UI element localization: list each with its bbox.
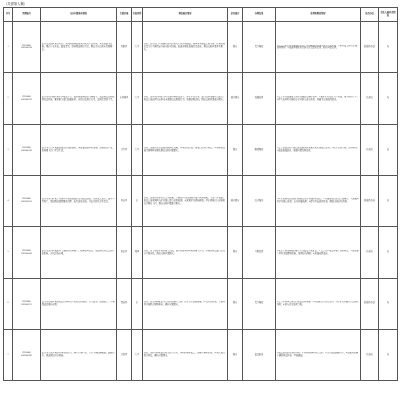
actions-text: 1.对该工地违规夜间施工行为依法立案处罚；2.责令其严格遵守施工时间规定；3.督促施工单位采取降噪措施，设置隔音屏障；4.加强夜间巡查。 bbox=[276, 249, 359, 255]
investigation-text: 经查，该区域有两家企业从事塑料制品加工，环评手续齐全，废气处理设施正常运行。执法人员夜间突击检查未发现违法排放行为，监测结果达标。群众反映问题部分属实。 bbox=[143, 95, 226, 101]
header-result: 办理结果 bbox=[243, 8, 276, 22]
row-region: 洪山区 bbox=[117, 227, 132, 278]
summary-text: 武汉市洪山区某建筑工地夜间违规施工，机械噪声扰民，周边居民休息受到严重影响，多次投诉未果。 bbox=[41, 249, 115, 255]
row-investigation bbox=[143, 124, 228, 175]
row-region: 江夏区 bbox=[117, 329, 132, 380]
row-summary bbox=[41, 124, 117, 175]
row-summary bbox=[41, 22, 117, 73]
header-accountability: 责任人被问责情况 bbox=[379, 8, 398, 22]
row-actions bbox=[276, 278, 361, 329]
row-accountability: 无 bbox=[379, 329, 398, 380]
row-is-true: 属实 bbox=[228, 329, 243, 380]
header-row bbox=[4, 8, 398, 22]
row-accountability: 无 bbox=[379, 124, 398, 175]
table-row bbox=[4, 329, 398, 380]
row-accountability: 无 bbox=[379, 176, 398, 227]
header-summary: 交办问题基本情况 bbox=[41, 8, 117, 22]
row-region: 蔡甸区 bbox=[117, 278, 132, 329]
row-region: 东西湖区 bbox=[117, 73, 132, 124]
investigation-text: 经查，该工地存在夜间施工情况，部分时段未办理夜间施工许可。区城管执法部门已对其立案查处。群众反映问题属实。 bbox=[143, 249, 226, 255]
row-accountability: 无 bbox=[379, 73, 398, 124]
investigation-text: 经查，该公司厂区内确有建筑垃圾及生活垃圾堆放，现场未全部覆盖防尘网。区城管局已责令其立即清运并落实防尘措施，街道办事处加强日常巡查。群众反映问题基本属实。 bbox=[143, 43, 226, 51]
row-accountability: 无 bbox=[379, 227, 398, 278]
row-no: 5 bbox=[4, 227, 13, 278]
investigation-text: 经查，该港渠水体存在黑臭现象，主要原因为沿线部分雨污管网混接，生活污水直排。执法人员对园区内企业排口进行采样监测，未发现企业超标排放。区水务局已启动港渠综合整治工程。群众反映问题部分属实。 bbox=[143, 197, 226, 205]
row-is-true: 部分属实 bbox=[228, 73, 243, 124]
row-summary bbox=[41, 278, 117, 329]
header-type: 污染类型 bbox=[132, 8, 143, 22]
row-type: 大气 bbox=[132, 124, 143, 175]
row-code: D330000 2021060141 bbox=[13, 124, 41, 175]
row-done: 已办结 bbox=[361, 329, 379, 380]
row-actions bbox=[276, 329, 361, 380]
row-is-true: 部分属实 bbox=[228, 176, 243, 227]
row-no: 6 bbox=[4, 278, 13, 329]
row-result: 加强监管 bbox=[243, 73, 276, 124]
row-no: 2 bbox=[4, 73, 13, 124]
row-is-true: 属实 bbox=[228, 227, 243, 278]
row-investigation bbox=[143, 22, 228, 73]
corner-label: （共需第人概） bbox=[4, 2, 28, 6]
row-code: D330000 2021060185 bbox=[13, 329, 41, 380]
row-is-true: 属实 bbox=[228, 278, 243, 329]
row-code: D330000 2021060171 bbox=[13, 278, 41, 329]
row-code: D330000 2021060128 bbox=[13, 22, 41, 73]
summary-text: 武汉市蔡甸区某村附近养殖场粪污未经处理直排，臭气熏天，蚊蝇滋生，污染周边农田和水塘。 bbox=[41, 301, 115, 306]
row-is-true: 属实 bbox=[228, 22, 243, 73]
investigation-text: 经查，该养殖场配套粪污处理设施不完善，存在粪污溢流现象。区农业农村局、生态环境分局联合现场检查，确认问题属实。 bbox=[143, 301, 226, 306]
header-actions: 处理和整改情况 bbox=[276, 8, 361, 22]
row-type: 水 bbox=[132, 176, 143, 227]
row-accountability: 无 bbox=[379, 22, 398, 73]
row-done: 阶段性办结 bbox=[361, 22, 379, 73]
row-type: 大气 bbox=[132, 329, 143, 380]
row-summary bbox=[41, 176, 117, 227]
row-region: 青山区 bbox=[117, 176, 132, 227]
row-actions bbox=[276, 22, 361, 73]
actions-text: 1.责令该餐饮店立即清洗油烟净化设施并规范排放口设置；2.建立清洗台账，定期检查；3.街道加强巡查，发现问题及时处置。 bbox=[276, 147, 360, 152]
investigation-text: 经查，该砂石场未取得相关经营许可，场内物料未覆盖，运输车辆未密闭。区相关部门联合执法，确认问题属实。 bbox=[143, 352, 226, 358]
table-row bbox=[4, 278, 398, 329]
petition-table bbox=[3, 7, 398, 381]
row-no: 1 bbox=[4, 22, 13, 73]
row-investigation bbox=[143, 176, 228, 227]
row-no: 3 bbox=[4, 124, 13, 175]
table-row bbox=[4, 227, 398, 278]
row-type: 大气 bbox=[132, 22, 143, 73]
investigation-text: 经查，该餐饮店已安装油烟净化设施，但未定期清洗，排放口设置不规范。区城管执法部门现场检查确认群众反映问题属实。 bbox=[143, 147, 226, 152]
row-no: 4 bbox=[4, 176, 13, 227]
actions-text: 1.依法取缔该无证砂石场；2.对场内物料进行清运；3.清扫周边道路积尘；4.加强对运输车辆的执法检查，严防撒漏。 bbox=[276, 352, 359, 358]
summary-text: 武汉市江夏区某砂石场无证经营，扬尘污染严重，大型车辆运输撒漏，道路积尘，周边居民出行困难。 bbox=[41, 352, 115, 358]
row-region: 江岸区 bbox=[117, 124, 132, 175]
actions-text: 1.责令企业加强废气处理设施运行维护管理；2.要求企业优化生产时段，减少夜间生产；3.区生态环境分局将该企业纳入重点监管，开展不定期夜间巡查。 bbox=[276, 95, 360, 101]
row-investigation bbox=[143, 227, 228, 278]
summary-text: 武汉市东西湖区某小区附近有工厂夜间排放刺激性气味废气，周边居民反映夜间无法开窗，要求相关部门加强监管，查处违法排污行为，还居民清新空气。 bbox=[41, 95, 115, 101]
row-is-true: 属实 bbox=[228, 124, 243, 175]
row-result: 责令整改 bbox=[243, 278, 276, 329]
row-summary bbox=[41, 227, 117, 278]
row-no: 7 bbox=[4, 329, 13, 380]
header-code: 受理编号 bbox=[13, 8, 41, 22]
row-code: D330000 2021060160 bbox=[13, 227, 41, 278]
header-investigation: 调查核实情况 bbox=[143, 8, 228, 22]
table-row bbox=[4, 176, 398, 227]
row-done: 已办结 bbox=[361, 124, 379, 175]
header-region: 行政区域 bbox=[117, 8, 132, 22]
summary-text: 武汉市汉阳区某公司在厂区内擅自堆放建筑垃圾及生活垃圾，未采取防尘措施，雨后污水外溢，散发恶臭，影响周边居民生活，群众多次反映未得到解决。 bbox=[41, 43, 113, 51]
row-code: D330000 2021060133 bbox=[13, 73, 41, 124]
row-done: 阶段性办结 bbox=[361, 278, 379, 329]
row-actions bbox=[276, 176, 361, 227]
row-result: 综合整治 bbox=[243, 176, 276, 227]
row-result: 依法取缔 bbox=[243, 329, 276, 380]
summary-text: 武汉市青山区某工业园区企业排放废水进入附近港渠，水体发黑发臭，部分鱼类死亡，周边群众强烈要求治理，恢复港渠水质，并追究相关企业责任。 bbox=[41, 198, 115, 204]
actions-text: 1.区水务局对沿线雨污混接点进行全面排查改造；2.实施港渠清淤及生态修复；3.加强园区企业排口监管，每月开展监测；4.建立河长巡河机制，确保水质持续改善。 bbox=[276, 198, 359, 204]
header-done: 是否办结 bbox=[361, 8, 379, 22]
summary-text: 武汉市江岸区某路段餐饮店油烟直排，未安装油烟净化设施，油烟扰民严重，影响楼上住户正常生活。 bbox=[41, 147, 115, 152]
row-done: 已办结 bbox=[361, 73, 379, 124]
row-summary bbox=[41, 329, 117, 380]
row-done: 已办结 bbox=[361, 227, 379, 278]
table-row bbox=[4, 124, 398, 175]
header-no: 序号 bbox=[4, 8, 13, 22]
actions-text: 1.责令养殖场完善粪污收集处理设施；2.对溢流粪污进行清理；3.指导其开展粪污资源化利用；4.纳入日常监管台账。 bbox=[276, 301, 359, 306]
row-result: 立案处罚 bbox=[243, 227, 276, 278]
row-region: 汉阳区 bbox=[117, 22, 132, 73]
table-row bbox=[4, 73, 398, 124]
row-actions bbox=[276, 124, 361, 175]
table-row bbox=[4, 22, 398, 73]
row-code: D330000 2021060152 bbox=[13, 176, 41, 227]
actions-text: 1.已责令该公司于限期内清运厂区内堆放的建筑垃圾及生活垃圾；2.落实覆盖防尘措施，设置围挡；3.街道办事处将其纳入日常巡查范围，防止问题反弹。 bbox=[276, 44, 360, 50]
row-type: 水 bbox=[132, 278, 143, 329]
row-result: 限期整改 bbox=[243, 124, 276, 175]
row-actions bbox=[276, 73, 361, 124]
row-type: 噪声 bbox=[132, 227, 143, 278]
header-is-true: 是否属实 bbox=[228, 8, 243, 22]
row-result: 责令整改 bbox=[243, 22, 276, 73]
row-summary bbox=[41, 73, 117, 124]
row-type: 大气 bbox=[132, 73, 143, 124]
row-actions bbox=[276, 227, 361, 278]
row-investigation bbox=[143, 278, 228, 329]
row-investigation bbox=[143, 73, 228, 124]
row-accountability: 无 bbox=[379, 278, 398, 329]
row-investigation bbox=[143, 329, 228, 380]
row-done: 阶段性办结 bbox=[361, 176, 379, 227]
